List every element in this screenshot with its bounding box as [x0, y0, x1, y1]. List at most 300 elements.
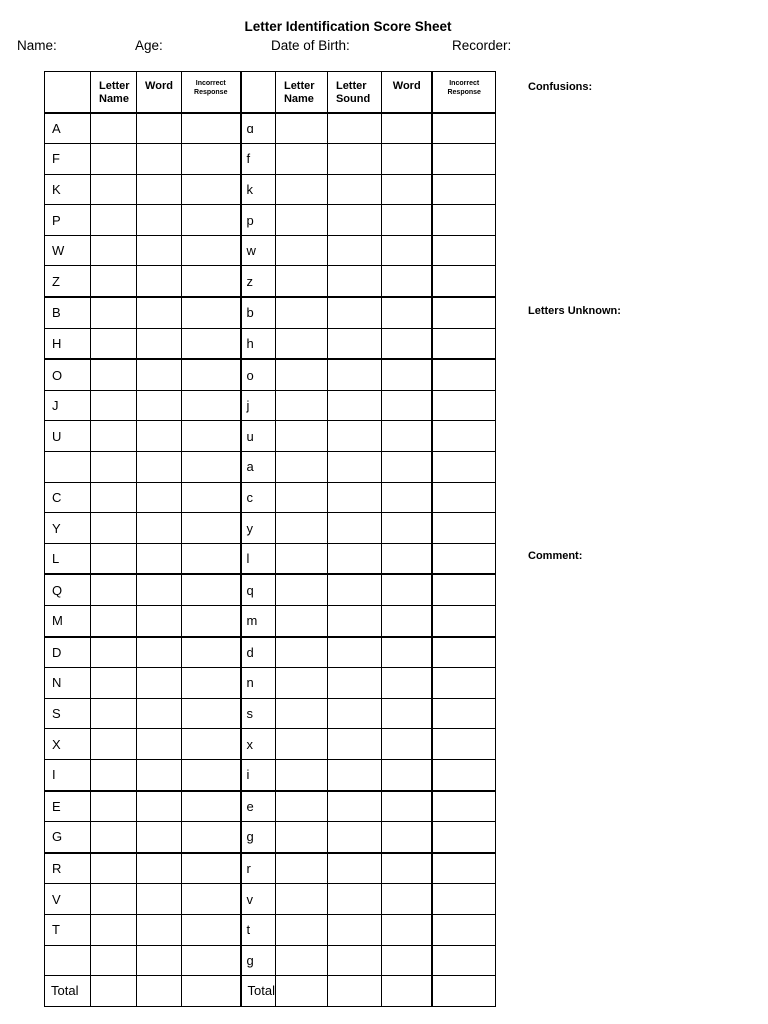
total-letter-name-entry[interactable]	[275, 976, 327, 1007]
incorrect-response-entry[interactable]	[182, 390, 241, 421]
lowercase-letter-cell: w	[241, 235, 276, 266]
incorrect-response-entry[interactable]	[182, 668, 241, 699]
letter-name-entry[interactable]	[275, 328, 327, 359]
letter-name-entry[interactable]	[275, 235, 327, 266]
letter-sound-entry[interactable]	[327, 421, 381, 452]
incorrect-response-entry[interactable]	[432, 359, 495, 390]
total-label-right: Total	[241, 976, 276, 1007]
table-row	[45, 452, 496, 483]
incorrect-response-entry[interactable]	[432, 297, 495, 328]
incorrect-response-entry[interactable]	[432, 668, 495, 699]
word-entry[interactable]	[381, 759, 432, 790]
incorrect-response-entry[interactable]	[432, 914, 495, 945]
table-row	[45, 297, 496, 328]
incorrect-response-entry[interactable]	[432, 452, 495, 483]
letter-sound-entry[interactable]	[327, 266, 381, 297]
letter-name-entry[interactable]	[275, 297, 327, 328]
header-word-left: Word	[137, 72, 182, 113]
uppercase-letter-cell: K	[45, 174, 91, 205]
letter-name-entry[interactable]	[275, 945, 327, 976]
recorder-label: Recorder:	[452, 38, 512, 53]
letter-sound-entry[interactable]	[327, 637, 381, 668]
letter-sound-entry[interactable]	[327, 235, 381, 266]
letter-sound-entry[interactable]	[327, 698, 381, 729]
letter-name-entry[interactable]	[91, 698, 137, 729]
letter-sound-entry[interactable]	[327, 822, 381, 853]
table-row	[45, 174, 496, 205]
sheet-title: Letter Identification Score Sheet	[244, 19, 452, 34]
letter-name-entry[interactable]	[91, 482, 137, 513]
lowercase-letter-cell: o	[241, 359, 276, 390]
letter-name-entry[interactable]	[275, 853, 327, 884]
lowercase-letter-cell: q	[241, 574, 276, 605]
letter-name-entry[interactable]	[91, 297, 137, 328]
incorrect-response-entry[interactable]	[432, 144, 495, 175]
letter-sound-entry[interactable]	[327, 606, 381, 637]
letter-name-entry[interactable]	[91, 668, 137, 699]
letter-name-entry[interactable]	[91, 914, 137, 945]
table-row	[45, 574, 496, 605]
letter-sound-entry[interactable]	[327, 205, 381, 236]
letters-unknown-label: Letters Unknown:	[528, 305, 621, 317]
letter-sound-entry[interactable]	[327, 945, 381, 976]
word-entry[interactable]	[381, 698, 432, 729]
letter-name-entry[interactable]	[91, 205, 137, 236]
word-entry[interactable]	[381, 113, 432, 144]
letter-sound-entry[interactable]	[327, 513, 381, 544]
uppercase-letter-cell: D	[45, 637, 91, 668]
lowercase-letter-cell: k	[241, 174, 276, 205]
table-row	[45, 822, 496, 853]
total-label-left: Total	[45, 976, 91, 1007]
uppercase-letter-cell: X	[45, 729, 91, 760]
letter-name-entry[interactable]	[275, 359, 327, 390]
letter-name-entry[interactable]	[91, 945, 137, 976]
table-row	[45, 328, 496, 359]
word-entry[interactable]	[137, 698, 182, 729]
table-row	[45, 390, 496, 421]
header-incorrect-right: Incorrect Response	[432, 72, 495, 113]
uppercase-letter-cell: E	[45, 791, 91, 822]
lowercase-letter-cell: ɡ	[241, 945, 276, 976]
incorrect-response-entry[interactable]	[182, 452, 241, 483]
letter-sound-entry[interactable]	[327, 174, 381, 205]
header-letter-name-right: Letter Name	[275, 72, 327, 113]
score-table	[44, 71, 496, 1007]
letter-sound-entry[interactable]	[327, 668, 381, 699]
word-entry[interactable]	[381, 359, 432, 390]
table-row	[45, 884, 496, 915]
incorrect-response-entry[interactable]	[182, 543, 241, 574]
letter-name-entry[interactable]	[275, 144, 327, 175]
total-word-entry[interactable]	[137, 976, 182, 1007]
incorrect-response-entry[interactable]	[432, 421, 495, 452]
incorrect-response-entry[interactable]	[182, 759, 241, 790]
table-header-row	[45, 72, 496, 113]
word-entry[interactable]	[381, 452, 432, 483]
uppercase-letter-cell: R	[45, 853, 91, 884]
letter-name-entry[interactable]	[91, 637, 137, 668]
letter-sound-entry[interactable]	[327, 328, 381, 359]
incorrect-response-entry[interactable]	[432, 606, 495, 637]
total-letter-name-entry[interactable]	[91, 976, 137, 1007]
word-entry[interactable]	[381, 574, 432, 605]
word-entry[interactable]	[381, 328, 432, 359]
letter-name-entry[interactable]	[275, 205, 327, 236]
uppercase-letter-cell: Y	[45, 513, 91, 544]
incorrect-response-entry[interactable]	[182, 205, 241, 236]
uppercase-letter-cell: W	[45, 235, 91, 266]
incorrect-response-entry[interactable]	[182, 513, 241, 544]
letter-name-entry[interactable]	[275, 698, 327, 729]
lowercase-letter-cell: x	[241, 729, 276, 760]
word-entry[interactable]	[137, 235, 182, 266]
letter-name-entry[interactable]	[91, 729, 137, 760]
lowercase-letter-cell: c	[241, 482, 276, 513]
letter-sound-entry[interactable]	[327, 297, 381, 328]
letter-name-entry[interactable]	[275, 884, 327, 915]
incorrect-response-entry[interactable]	[182, 884, 241, 915]
letter-name-entry[interactable]	[91, 328, 137, 359]
letter-name-entry[interactable]	[275, 668, 327, 699]
incorrect-response-entry[interactable]	[432, 205, 495, 236]
word-entry[interactable]	[137, 452, 182, 483]
uppercase-letter-cell: L	[45, 543, 91, 574]
letter-name-entry[interactable]	[275, 606, 327, 637]
incorrect-response-entry[interactable]	[432, 113, 495, 144]
word-entry[interactable]	[381, 668, 432, 699]
word-entry[interactable]	[137, 914, 182, 945]
word-entry[interactable]	[137, 637, 182, 668]
incorrect-response-entry[interactable]	[182, 729, 241, 760]
uppercase-letter-cell: U	[45, 421, 91, 452]
word-entry[interactable]	[381, 266, 432, 297]
incorrect-response-entry[interactable]	[432, 574, 495, 605]
letter-name-entry[interactable]	[275, 543, 327, 574]
letter-name-entry[interactable]	[275, 759, 327, 790]
incorrect-response-entry[interactable]	[432, 266, 495, 297]
word-entry[interactable]	[137, 822, 182, 853]
table-row	[45, 513, 496, 544]
total-incorrect-entry[interactable]	[432, 976, 495, 1007]
word-entry[interactable]	[137, 482, 182, 513]
lowercase-letter-cell: e	[241, 791, 276, 822]
incorrect-response-entry[interactable]	[432, 698, 495, 729]
letter-name-entry[interactable]	[275, 266, 327, 297]
letter-name-entry[interactable]	[91, 791, 137, 822]
incorrect-response-entry[interactable]	[182, 144, 241, 175]
letter-name-entry[interactable]	[275, 174, 327, 205]
table-row	[45, 113, 496, 144]
word-entry[interactable]	[381, 421, 432, 452]
lowercase-letter-cell: r	[241, 853, 276, 884]
header-letter-name-left: Letter Name	[91, 72, 137, 113]
letter-name-entry[interactable]	[91, 574, 137, 605]
letter-name-entry[interactable]	[275, 452, 327, 483]
word-entry[interactable]	[137, 513, 182, 544]
letter-name-entry[interactable]	[91, 543, 137, 574]
total-letter-sound-entry[interactable]	[327, 976, 381, 1007]
dob-label: Date of Birth:	[271, 38, 350, 53]
word-entry[interactable]	[137, 390, 182, 421]
incorrect-response-entry[interactable]	[182, 945, 241, 976]
letter-name-entry[interactable]	[275, 113, 327, 144]
word-entry[interactable]	[381, 205, 432, 236]
header-letter-sound: Letter Sound	[327, 72, 381, 113]
word-entry[interactable]	[137, 205, 182, 236]
letter-sound-entry[interactable]	[327, 390, 381, 421]
table-row	[45, 482, 496, 513]
uppercase-letter-cell: B	[45, 297, 91, 328]
letter-name-entry[interactable]	[91, 452, 137, 483]
word-entry[interactable]	[381, 606, 432, 637]
lowercase-letter-cell: f	[241, 144, 276, 175]
word-entry[interactable]	[381, 144, 432, 175]
word-entry[interactable]	[381, 637, 432, 668]
lowercase-letter-cell: u	[241, 421, 276, 452]
incorrect-response-entry[interactable]	[432, 853, 495, 884]
lowercase-letter-cell: j	[241, 390, 276, 421]
incorrect-response-entry[interactable]	[432, 945, 495, 976]
uppercase-letter-cell: F	[45, 144, 91, 175]
lowercase-letter-cell: z	[241, 266, 276, 297]
table-row	[45, 729, 496, 760]
uppercase-letter-cell: C	[45, 482, 91, 513]
letter-sound-entry[interactable]	[327, 113, 381, 144]
word-entry[interactable]	[137, 359, 182, 390]
word-entry[interactable]	[381, 513, 432, 544]
incorrect-response-entry[interactable]	[432, 637, 495, 668]
incorrect-response-entry[interactable]	[432, 390, 495, 421]
total-row	[45, 976, 496, 1007]
incorrect-response-entry[interactable]	[182, 853, 241, 884]
letter-name-entry[interactable]	[275, 513, 327, 544]
word-entry[interactable]	[137, 297, 182, 328]
word-entry[interactable]	[381, 297, 432, 328]
letter-sound-entry[interactable]	[327, 452, 381, 483]
letter-name-entry[interactable]	[91, 390, 137, 421]
incorrect-response-entry[interactable]	[182, 791, 241, 822]
lowercase-letter-cell: n	[241, 668, 276, 699]
uppercase-letter-cell: H	[45, 328, 91, 359]
word-entry[interactable]	[381, 791, 432, 822]
header-blank-right	[241, 72, 276, 113]
letter-name-entry[interactable]	[275, 574, 327, 605]
letter-sound-entry[interactable]	[327, 914, 381, 945]
lowercase-letter-cell: d	[241, 637, 276, 668]
incorrect-response-entry[interactable]	[182, 698, 241, 729]
uppercase-letter-cell: M	[45, 606, 91, 637]
incorrect-response-entry[interactable]	[432, 328, 495, 359]
word-entry[interactable]	[137, 328, 182, 359]
word-entry[interactable]	[381, 543, 432, 574]
table-row	[45, 144, 496, 175]
uppercase-letter-cell: J	[45, 390, 91, 421]
uppercase-letter-cell: A	[45, 113, 91, 144]
letter-name-entry[interactable]	[275, 729, 327, 760]
lowercase-letter-cell: i	[241, 759, 276, 790]
word-entry[interactable]	[137, 543, 182, 574]
word-entry[interactable]	[137, 113, 182, 144]
letter-name-entry[interactable]	[91, 759, 137, 790]
word-entry[interactable]	[137, 144, 182, 175]
letter-name-entry[interactable]	[275, 421, 327, 452]
uppercase-letter-cell: Q	[45, 574, 91, 605]
letter-name-entry[interactable]	[91, 421, 137, 452]
letter-name-entry[interactable]	[275, 791, 327, 822]
uppercase-letter-cell: Z	[45, 266, 91, 297]
word-entry[interactable]	[381, 884, 432, 915]
word-entry[interactable]	[137, 574, 182, 605]
word-entry[interactable]	[137, 606, 182, 637]
letter-name-entry[interactable]	[275, 390, 327, 421]
letter-name-entry[interactable]	[91, 822, 137, 853]
uppercase-letter-cell: V	[45, 884, 91, 915]
incorrect-response-entry[interactable]	[182, 914, 241, 945]
letter-name-entry[interactable]	[91, 359, 137, 390]
table-row	[45, 637, 496, 668]
letter-name-entry[interactable]	[91, 884, 137, 915]
letter-name-entry[interactable]	[275, 822, 327, 853]
letter-sound-entry[interactable]	[327, 359, 381, 390]
letter-sound-entry[interactable]	[327, 543, 381, 574]
uppercase-letter-cell: P	[45, 205, 91, 236]
incorrect-response-entry[interactable]	[182, 359, 241, 390]
word-entry[interactable]	[381, 235, 432, 266]
word-entry[interactable]	[137, 266, 182, 297]
word-entry[interactable]	[137, 174, 182, 205]
incorrect-response-entry[interactable]	[182, 328, 241, 359]
letter-sound-entry[interactable]	[327, 144, 381, 175]
uppercase-letter-cell: G	[45, 822, 91, 853]
letter-name-entry[interactable]	[91, 113, 137, 144]
incorrect-response-entry[interactable]	[432, 729, 495, 760]
incorrect-response-entry[interactable]	[432, 884, 495, 915]
lowercase-letter-cell: t	[241, 914, 276, 945]
incorrect-response-entry[interactable]	[182, 482, 241, 513]
letter-sound-entry[interactable]	[327, 574, 381, 605]
table-row	[45, 914, 496, 945]
lowercase-letter-cell: l	[241, 543, 276, 574]
total-incorrect-entry[interactable]	[182, 976, 241, 1007]
letter-name-entry[interactable]	[91, 174, 137, 205]
incorrect-response-entry[interactable]	[432, 759, 495, 790]
letter-name-entry[interactable]	[91, 853, 137, 884]
incorrect-response-entry[interactable]	[182, 297, 241, 328]
name-label: Name:	[17, 38, 57, 53]
table-row	[45, 791, 496, 822]
word-entry[interactable]	[137, 759, 182, 790]
incorrect-response-entry[interactable]	[182, 574, 241, 605]
word-entry[interactable]	[137, 945, 182, 976]
letter-name-entry[interactable]	[275, 482, 327, 513]
incorrect-response-entry[interactable]	[182, 421, 241, 452]
uppercase-letter-cell: O	[45, 359, 91, 390]
total-word-entry[interactable]	[381, 976, 432, 1007]
letter-name-entry[interactable]	[275, 637, 327, 668]
uppercase-letter-cell: N	[45, 668, 91, 699]
incorrect-response-entry[interactable]	[432, 174, 495, 205]
table-row	[45, 668, 496, 699]
letter-name-entry[interactable]	[91, 235, 137, 266]
table-row	[45, 543, 496, 574]
word-entry[interactable]	[137, 884, 182, 915]
table-row	[45, 205, 496, 236]
incorrect-response-entry[interactable]	[432, 822, 495, 853]
letter-sound-entry[interactable]	[327, 759, 381, 790]
comment-label: Comment:	[528, 550, 583, 562]
word-entry[interactable]	[381, 729, 432, 760]
incorrect-response-entry[interactable]	[182, 637, 241, 668]
letter-sound-entry[interactable]	[327, 729, 381, 760]
header-incorrect-left: Incorrect Response	[182, 72, 241, 113]
letter-name-entry[interactable]	[91, 144, 137, 175]
incorrect-response-entry[interactable]	[432, 235, 495, 266]
incorrect-response-entry[interactable]	[432, 513, 495, 544]
incorrect-response-entry[interactable]	[182, 822, 241, 853]
letter-name-entry[interactable]	[275, 914, 327, 945]
word-entry[interactable]	[381, 482, 432, 513]
letter-sound-entry[interactable]	[327, 482, 381, 513]
table-row	[45, 853, 496, 884]
letter-sound-entry[interactable]	[327, 853, 381, 884]
word-entry[interactable]	[381, 174, 432, 205]
incorrect-response-entry[interactable]	[182, 174, 241, 205]
word-entry[interactable]	[137, 729, 182, 760]
table-row	[45, 421, 496, 452]
confusions-label: Confusions:	[528, 81, 593, 93]
uppercase-letter-cell: T	[45, 914, 91, 945]
lowercase-letter-cell: p	[241, 205, 276, 236]
incorrect-response-entry[interactable]	[182, 606, 241, 637]
letter-sound-entry[interactable]	[327, 791, 381, 822]
lowercase-letter-cell: h	[241, 328, 276, 359]
table-row	[45, 606, 496, 637]
word-entry[interactable]	[381, 390, 432, 421]
incorrect-response-entry[interactable]	[432, 543, 495, 574]
incorrect-response-entry[interactable]	[182, 266, 241, 297]
table-row	[45, 235, 496, 266]
uppercase-letter-cell: I	[45, 759, 91, 790]
lowercase-letter-cell: y	[241, 513, 276, 544]
word-entry[interactable]	[137, 791, 182, 822]
uppercase-letter-cell	[45, 945, 91, 976]
incorrect-response-entry[interactable]	[432, 791, 495, 822]
letter-name-entry[interactable]	[91, 606, 137, 637]
incorrect-response-entry[interactable]	[182, 113, 241, 144]
word-entry[interactable]	[381, 853, 432, 884]
incorrect-response-entry[interactable]	[432, 482, 495, 513]
uppercase-letter-cell: S	[45, 698, 91, 729]
letter-name-entry[interactable]	[91, 513, 137, 544]
word-entry[interactable]	[381, 945, 432, 976]
word-entry[interactable]	[381, 914, 432, 945]
lowercase-letter-cell: a	[241, 452, 276, 483]
word-entry[interactable]	[137, 853, 182, 884]
table-row	[45, 759, 496, 790]
word-entry[interactable]	[381, 822, 432, 853]
lowercase-letter-cell: m	[241, 606, 276, 637]
header-blank-left	[45, 72, 91, 113]
word-entry[interactable]	[137, 668, 182, 699]
incorrect-response-entry[interactable]	[182, 235, 241, 266]
table-row	[45, 698, 496, 729]
uppercase-letter-cell	[45, 452, 91, 483]
word-entry[interactable]	[137, 421, 182, 452]
letter-sound-entry[interactable]	[327, 884, 381, 915]
letter-name-entry[interactable]	[91, 266, 137, 297]
table-row	[45, 266, 496, 297]
